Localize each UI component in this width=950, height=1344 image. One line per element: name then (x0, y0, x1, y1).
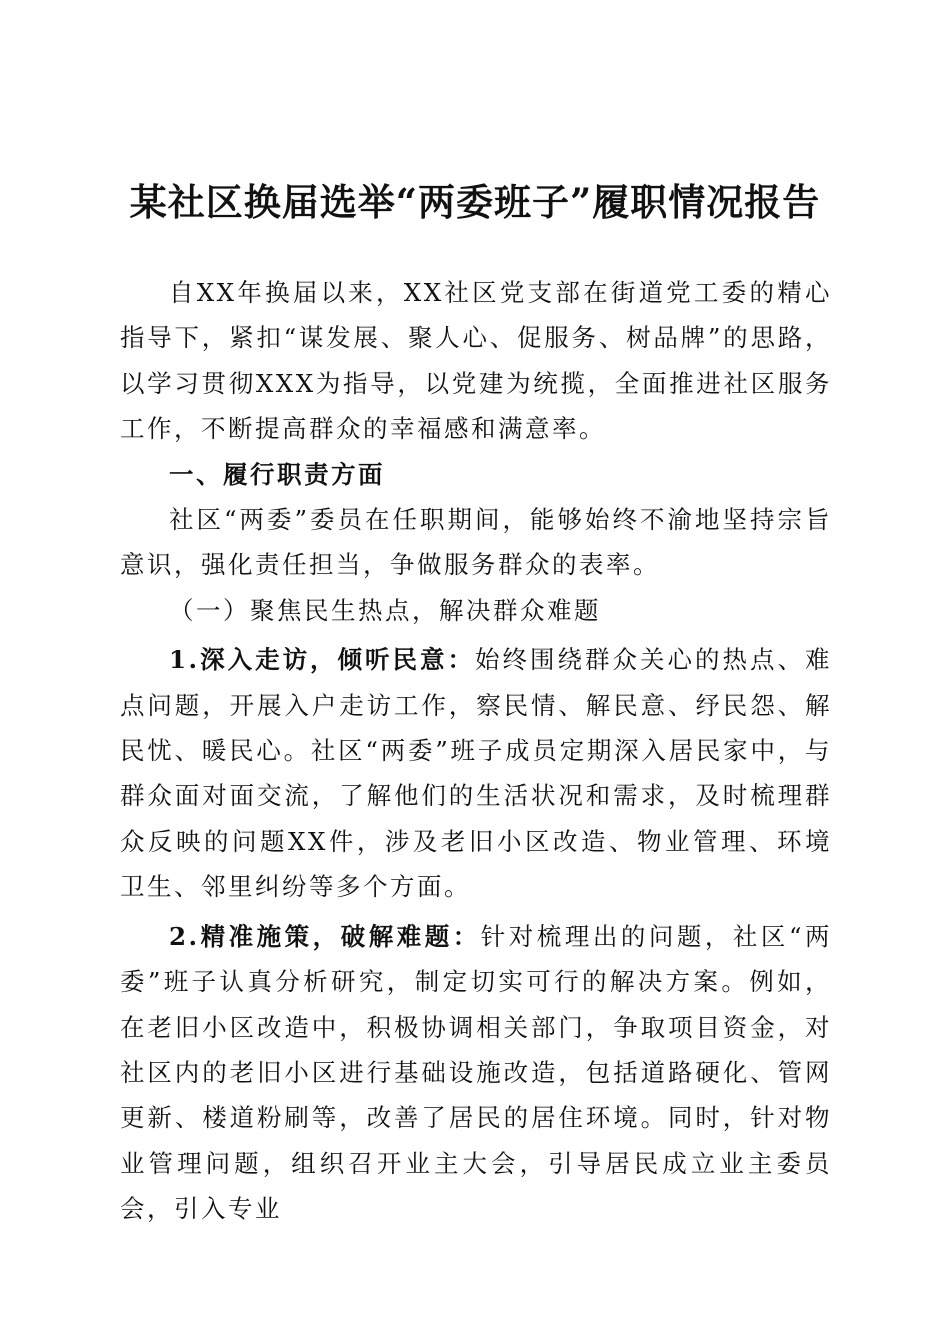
intro-paragraph: 自XX年换届以来，XX社区党支部在街道党工委的精心指导下，紧扣“谋发展、聚人心、促服务、树品牌”的思路，以学习贯彻XXX为指导，以党建为统揽，全面推进社区服务工作，不断提高群众的幸福感和满意率。 (120, 278, 832, 444)
document-title: 某社区换届选举“两委班子”履职情况报告 (129, 180, 821, 224)
section-paragraph: 社区“两委”委员在任职期间，能够始终不渝地坚持宗旨意识，强化责任担当，争做服务群众的表率。 (120, 505, 832, 580)
item-text-1: 始终围绕群众关心的热点、难点问题，开展入户走访工作，察民情、解民意、纾民怨、解民忧、暖民心。社区“两委”班子成员定期深入居民家中，与群众面对面交流，了解他们的生活状况和需求，及时梳理群众反映的问题XX件，涉及老旧小区改造、物业管理、环境卫生、邻里纠纷等多个方面。 (120, 645, 833, 902)
item-paragraph-1 (120, 637, 832, 909)
item-lead-2: 2.精准施策，破解难题： (169, 921, 481, 951)
item-paragraph-2 (120, 914, 832, 1232)
subsection-heading: （一）聚焦民生热点，解决群众难题 (169, 595, 601, 625)
item-text-2: 针对梳理出的问题，社区“两委”班子认真分析研究，制定切实可行的解决方案。例如，在老旧小区改造中，积极协调相关部门，争取项目资金，对社区内的老旧小区进行基础设施改造，包括道路硬化、管网更新、楼道粉刷等，改善了居民的居住环境。同时，针对物业管理问题，组织召开业主大会，引导居民成立业主委员会，引入专业 (120, 921, 832, 1224)
section-heading: 一、履行职责方面 (169, 459, 385, 489)
document-body (120, 270, 832, 1232)
item-lead-1: 1.深入走访，倾听民意： (169, 645, 476, 675)
